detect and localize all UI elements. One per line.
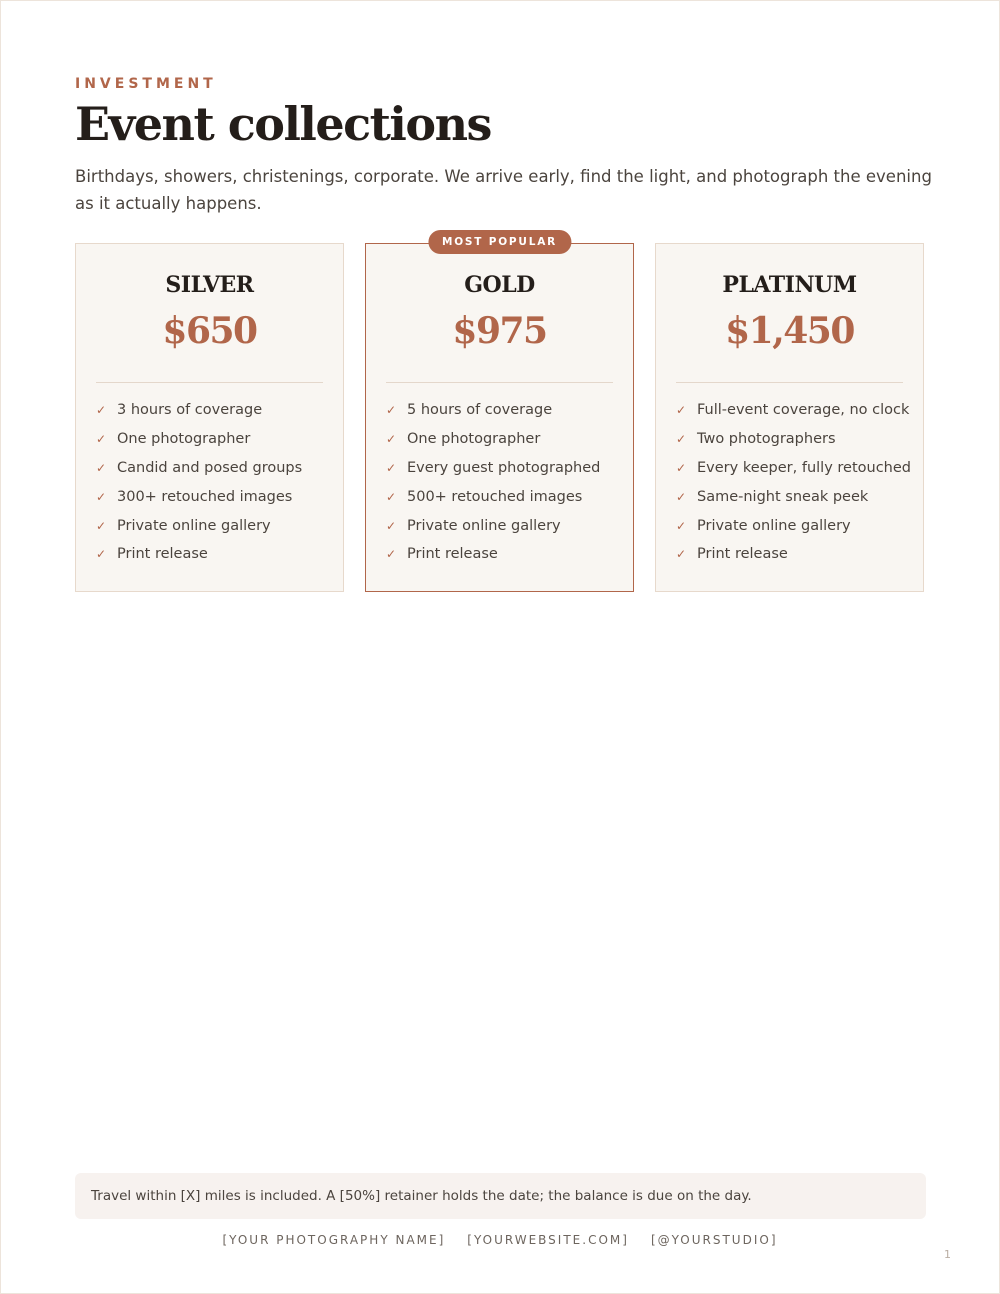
feature-list — [96, 396, 333, 569]
intro-paragraph: Birthdays, showers, christenings, corporate. We arrive early, find the light, and photograph the evening as it actually happens. — [75, 167, 932, 213]
feature-item — [676, 482, 913, 511]
check-icon: ✓ — [676, 547, 687, 562]
check-icon: ✓ — [386, 547, 397, 562]
feature-label: Private online gallery — [117, 517, 271, 534]
tier-name: PLATINUM — [722, 272, 857, 298]
feature-list — [386, 396, 623, 569]
terms-note — [75, 1173, 926, 1219]
feature-label: 3 hours of coverage — [117, 402, 263, 419]
tier-name: GOLD — [464, 272, 535, 298]
feature-label: Full-event coverage, no clock — [697, 402, 910, 419]
feature-item — [676, 396, 913, 425]
footer-website: [YOURWEBSITE.COM] — [467, 1233, 629, 1247]
tier-name: SILVER — [165, 272, 254, 298]
pricing-card-platinum — [655, 243, 924, 592]
check-icon: ✓ — [386, 460, 397, 475]
feature-item — [96, 454, 333, 483]
feature-list — [676, 396, 913, 569]
check-icon: ✓ — [386, 432, 397, 447]
feature-item — [96, 482, 333, 511]
page-title: Event collections — [75, 97, 491, 151]
tier-price: $975 — [452, 310, 547, 352]
feature-item — [386, 396, 623, 425]
feature-item — [386, 540, 623, 569]
section-eyebrow: INVESTMENT — [75, 76, 217, 92]
check-icon: ✓ — [676, 432, 687, 447]
feature-label: Candid and posed groups — [117, 459, 303, 476]
check-icon: ✓ — [96, 518, 107, 533]
tier-price: $1,450 — [725, 310, 854, 352]
feature-label: Same-night sneak peek — [697, 488, 869, 505]
tier-price: $650 — [162, 310, 257, 352]
feature-label: Every guest photographed — [407, 459, 601, 476]
check-icon: ✓ — [676, 489, 687, 504]
feature-item — [96, 425, 333, 454]
feature-item — [96, 396, 333, 425]
pricing-card-silver — [75, 243, 344, 592]
feature-item — [676, 425, 913, 454]
pricing-card-gold — [365, 236, 634, 592]
terms-note-text: Travel within [X] miles is included. A [50%] retainer holds the date; the balance is due on the day. — [91, 1188, 752, 1204]
check-icon: ✓ — [386, 489, 397, 504]
feature-label: Print release — [697, 546, 788, 563]
feature-item — [96, 511, 333, 540]
feature-label: Every keeper, fully retouched — [697, 459, 911, 476]
footer — [1, 1233, 999, 1247]
feature-item — [676, 511, 913, 540]
divider — [386, 382, 613, 383]
check-icon: ✓ — [676, 460, 687, 475]
feature-item — [386, 482, 623, 511]
most-popular-badge: MOST POPULAR — [428, 230, 571, 254]
feature-label: Private online gallery — [407, 517, 561, 534]
check-icon: ✓ — [96, 489, 107, 504]
feature-label: Print release — [407, 546, 498, 563]
feature-item — [386, 511, 623, 540]
footer-social-handle: [@YOURSTUDIO] — [650, 1233, 778, 1247]
feature-label: One photographer — [407, 431, 541, 448]
feature-label: 300+ retouched images — [117, 488, 293, 505]
feature-item — [676, 454, 913, 483]
page-number: 1 — [944, 1248, 951, 1261]
footer-studio-name: [YOUR PHOTOGRAPHY NAME] — [222, 1233, 446, 1247]
feature-label: One photographer — [117, 431, 251, 448]
feature-item — [386, 425, 623, 454]
feature-label: Two photographers — [697, 431, 836, 448]
check-icon: ✓ — [96, 460, 107, 475]
check-icon: ✓ — [386, 518, 397, 533]
feature-label: 500+ retouched images — [407, 488, 583, 505]
feature-label: Private online gallery — [697, 517, 851, 534]
feature-label: 5 hours of coverage — [407, 402, 553, 419]
divider — [96, 382, 323, 383]
check-icon: ✓ — [676, 403, 687, 418]
check-icon: ✓ — [96, 547, 107, 562]
check-icon: ✓ — [96, 403, 107, 418]
feature-item — [676, 540, 913, 569]
check-icon: ✓ — [676, 518, 687, 533]
feature-label: Print release — [117, 546, 208, 563]
check-icon: ✓ — [96, 432, 107, 447]
feature-item — [96, 540, 333, 569]
feature-item — [386, 454, 623, 483]
divider — [676, 382, 903, 383]
check-icon: ✓ — [386, 403, 397, 418]
